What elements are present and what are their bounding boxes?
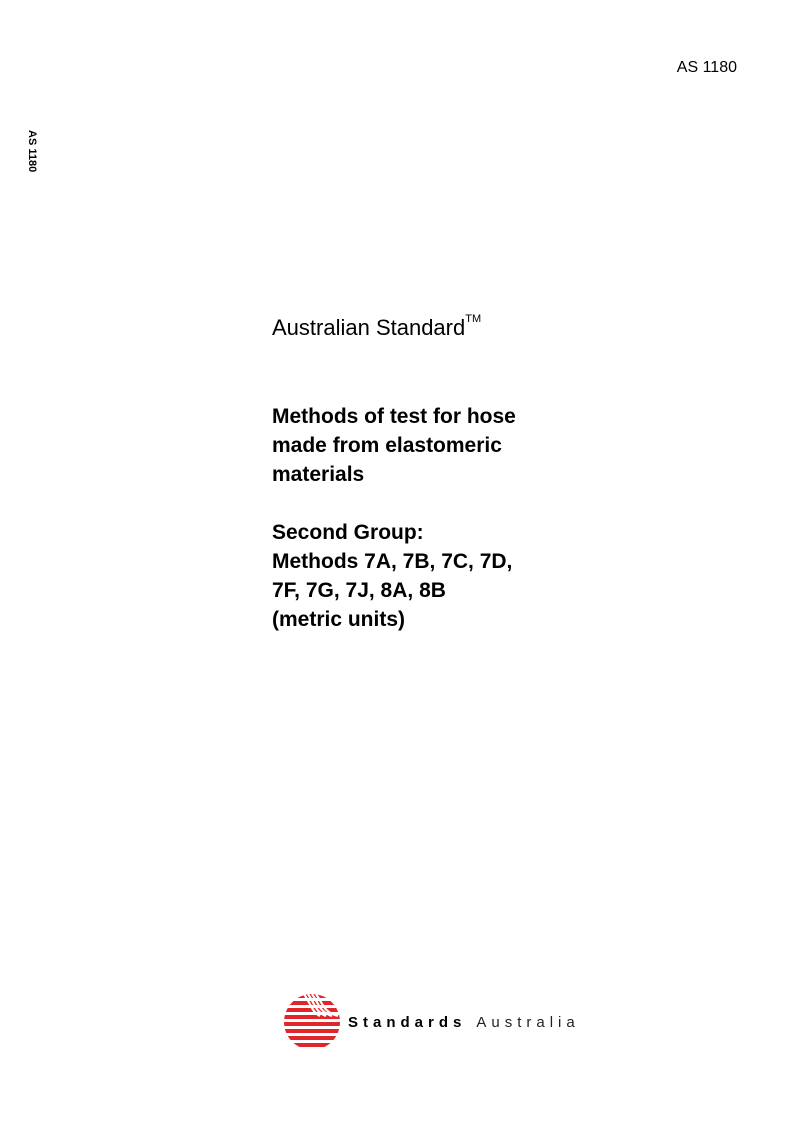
brand-name: Australian Standard — [272, 315, 466, 340]
spine-label: AS 1180 — [26, 130, 38, 173]
publisher-name — [348, 1014, 580, 1031]
title-line: materials — [272, 463, 365, 486]
title-line: made from elastomeric — [272, 434, 502, 457]
subtitle-line: 7F, 7G, 7J, 8A, 8B — [272, 579, 446, 602]
document-title-block — [272, 402, 516, 634]
standards-australia-logo-icon — [282, 992, 342, 1052]
standard-brand-line — [272, 315, 481, 341]
publisher-logo — [282, 992, 580, 1052]
publisher-word-standards: Standards — [348, 1013, 467, 1031]
trademark-mark: TM — [465, 313, 482, 325]
title-line: Methods of test for hose — [272, 405, 516, 428]
publisher-word-australia: Australia — [476, 1013, 580, 1031]
document-code-header: AS 1180 — [676, 59, 737, 76]
subtitle-line: Second Group: — [272, 521, 424, 544]
document-code-spine — [22, 130, 42, 190]
subtitle-line: (metric units) — [272, 608, 406, 631]
subtitle-line: Methods 7A, 7B, 7C, 7D, — [272, 550, 513, 573]
